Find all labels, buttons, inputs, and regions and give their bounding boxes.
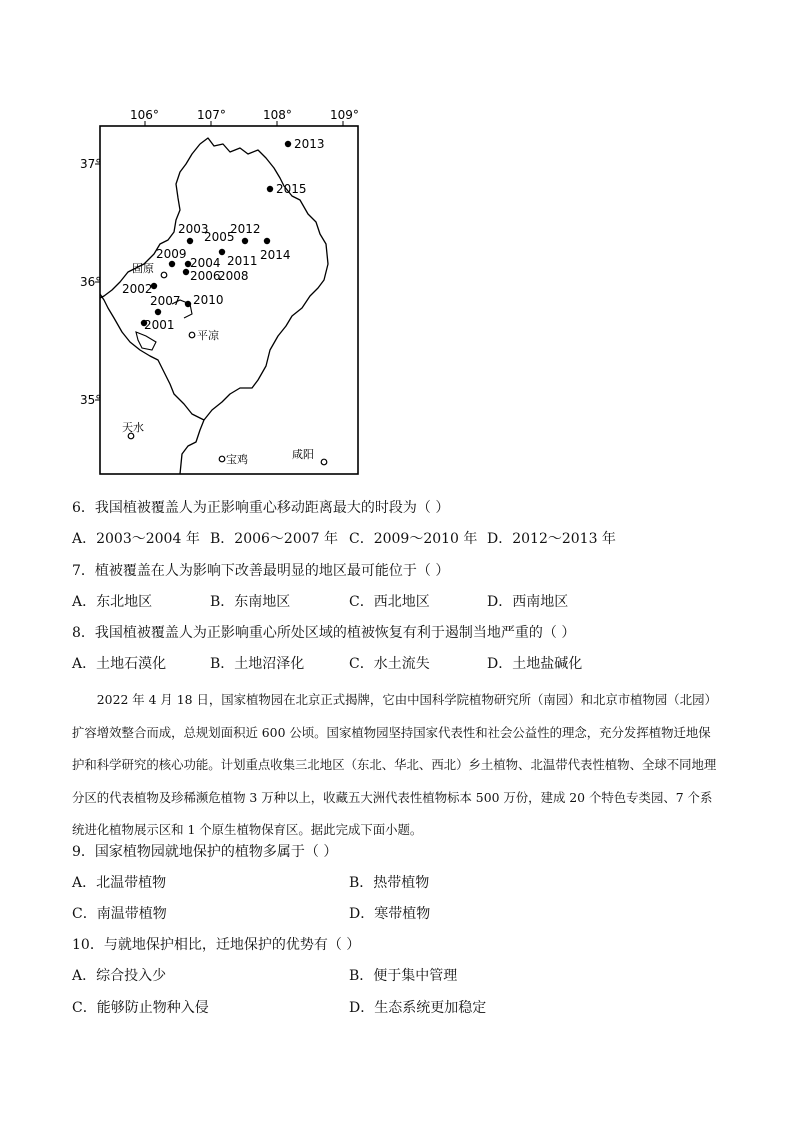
question-6-option-a[interactable]: A．2003～2004 年	[72, 531, 200, 547]
question-9-option-d[interactable]: D．寒带植物	[349, 906, 431, 922]
city-baoji-marker	[219, 456, 225, 462]
question-8-option-b[interactable]: B．土地沼泽化	[210, 656, 305, 672]
lat-label: 36°	[80, 275, 102, 289]
lon-label: 108°	[263, 108, 292, 122]
point-2013	[285, 141, 291, 147]
point-2009	[169, 261, 175, 267]
question-7-option-b[interactable]: B．东南地区	[210, 594, 291, 610]
question-10-stem: 10．与就地保护相比，迁地保护的优势有（ ）	[72, 937, 361, 953]
reading-passage	[72, 684, 722, 847]
question-7-option-c[interactable]: C．西北地区	[349, 594, 430, 610]
question-8-option-d[interactable]: D．土地盐碱化	[487, 656, 583, 672]
point-label: 2013	[294, 137, 325, 151]
question-6-option-b[interactable]: B．2006～2007 年	[210, 531, 338, 547]
point-2003	[187, 238, 193, 244]
passage-text: 2022 年 4 月 18 日，国家植物园在北京正式揭牌，它由中国科学院植物研究所（南园）和北京市植物园（北园）扩容增效整合而成，总规划面积近 600 公顷。国家植物园坚持国家代表性和社会公益性的理念，充分发挥植物迁地保护和科学研究的核心功能。计划重点收集三北地区（东北、华北、西北）乡土植物、北温带代表性植物、全球不同地理分区的代表植物及珍稀濒危植物 3 万种以上，收藏五大洲代表性植物标本 500 万份，建成 20 个特色专类园、7 个系统进化植物展示区和 1 个原生植物保育区。据此完成下面小题。	[72, 692, 717, 837]
city-tianshui-marker	[128, 433, 134, 439]
lat-label: 35°	[80, 393, 102, 407]
point-label: 2011	[227, 254, 258, 268]
question-10-option-b[interactable]: B．便于集中管理	[349, 968, 458, 984]
question-9-option-a[interactable]: A．北温带植物	[72, 875, 167, 891]
city-label: 天水	[122, 421, 144, 434]
point-label: 2007	[150, 294, 181, 308]
city-label: 平凉	[197, 329, 219, 342]
vegetation-centroid-map	[80, 104, 380, 480]
question-10-option-c[interactable]: C．能够防止物种入侵	[72, 1000, 209, 1016]
point-2012	[242, 238, 248, 244]
lat-label: 37°	[80, 157, 102, 171]
point-label: 2010	[193, 293, 224, 307]
question-8-stem: 8．我国植被覆盖人为正影响重心所处区域的植被恢复有利于遏制当地严重的（ ）	[72, 625, 576, 641]
point-2015	[267, 186, 273, 192]
point-label: 2004	[190, 256, 221, 270]
point-label: 2014	[260, 248, 291, 262]
question-7-option-d[interactable]: D．西南地区	[487, 594, 569, 610]
question-7-option-a[interactable]: A．东北地区	[72, 594, 153, 610]
point-label: 2002	[122, 282, 153, 296]
point-2006	[183, 269, 189, 275]
point-label: 2008	[218, 269, 249, 283]
point-label: 2003	[178, 222, 209, 236]
question-8-option-c[interactable]: C．水土流失	[349, 656, 430, 672]
city-pingliang-marker	[189, 332, 195, 338]
city-label: 咸阳	[292, 448, 314, 461]
point-label: 2001	[144, 318, 175, 332]
point-label: 2009	[156, 247, 187, 261]
point-2014	[264, 238, 270, 244]
point-label: 2005	[204, 230, 235, 244]
question-6-stem: 6．我国植被覆盖人为正影响重心移动距离最大的时段为（ ）	[72, 500, 450, 516]
centroid-points	[122, 137, 325, 332]
point-2011	[219, 249, 225, 255]
city-label: 固原	[132, 262, 154, 275]
city-guyuan-marker	[161, 272, 167, 278]
question-9-option-b[interactable]: B．热带植物	[349, 875, 430, 891]
question-9-option-c[interactable]: C．南温带植物	[72, 906, 167, 922]
question-10-option-d[interactable]: D．生态系统更加稳定	[349, 1000, 487, 1016]
city-markers	[122, 262, 327, 466]
question-7-stem: 7．植被覆盖在人为影响下改善最明显的地区最可能位于（ ）	[72, 563, 450, 579]
question-6-option-c[interactable]: C．2009～2010 年	[349, 531, 478, 547]
point-label: 2015	[276, 182, 307, 196]
lon-label: 107°	[197, 108, 226, 122]
point-label: 2012	[230, 222, 261, 236]
question-8-option-a[interactable]: A．土地石漠化	[72, 656, 167, 672]
point-2007	[155, 309, 161, 315]
question-10-option-a[interactable]: A．综合投入少	[72, 968, 167, 984]
point-2010	[185, 301, 191, 307]
lon-label: 109°	[330, 108, 359, 122]
city-xianyang-marker	[321, 459, 327, 465]
question-6-option-d[interactable]: D．2012～2013 年	[487, 531, 616, 547]
city-label: 宝鸡	[226, 453, 248, 466]
question-9-stem: 9．国家植物园就地保护的植物多属于（ ）	[72, 844, 338, 860]
lon-label: 106°	[130, 108, 159, 122]
point-label: 2006	[190, 269, 221, 283]
